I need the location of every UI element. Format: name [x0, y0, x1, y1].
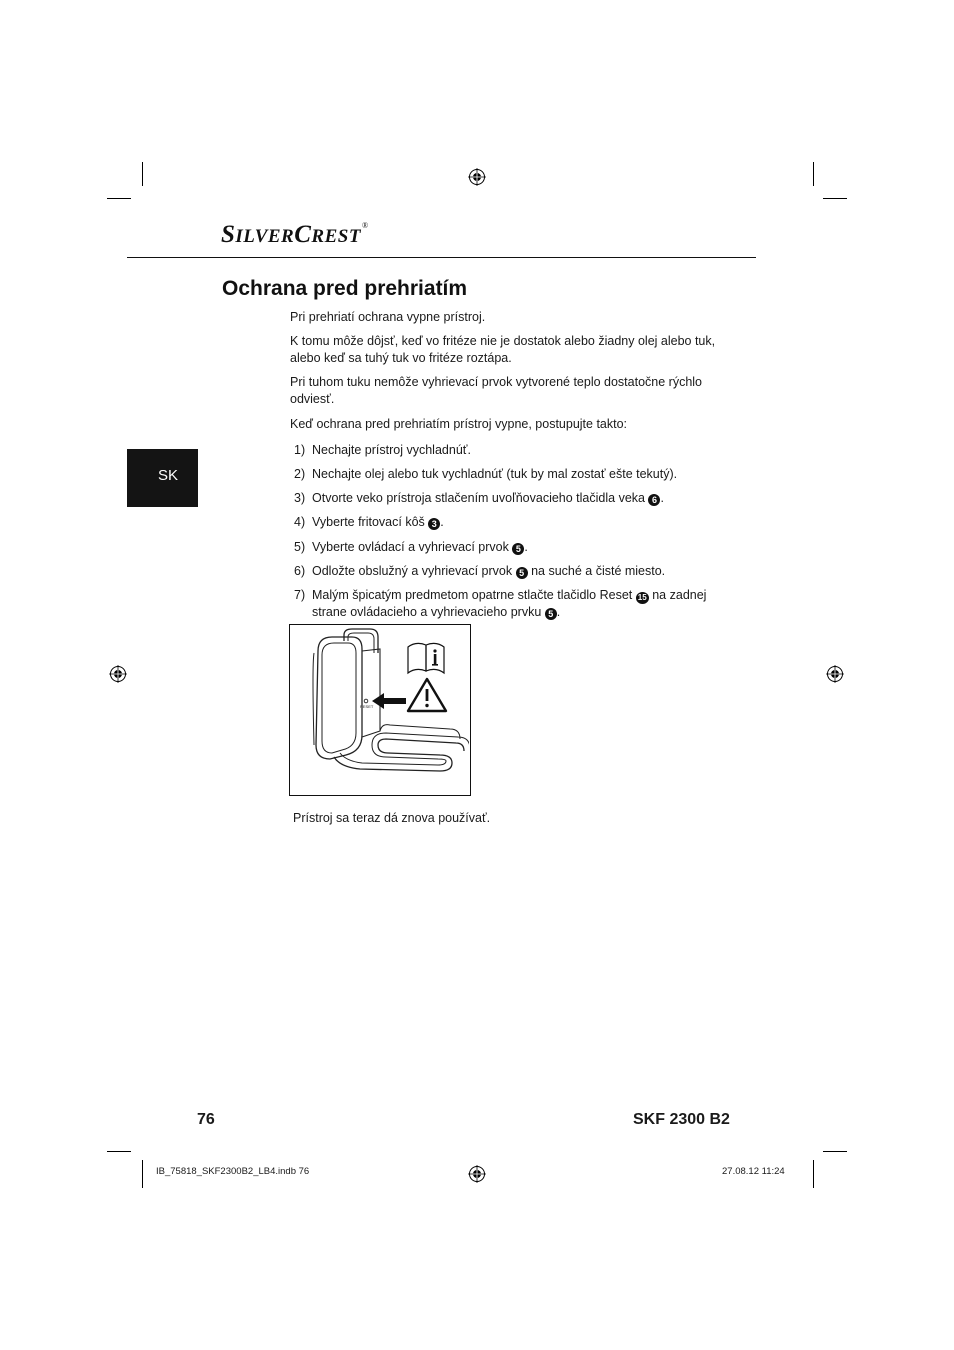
crop-mark	[823, 1151, 847, 1152]
part-reference-badge: 6	[648, 494, 660, 506]
language-tab	[127, 449, 198, 507]
print-slug-file: IB_75818_SKF2300B2_LB4.indb 76	[156, 1166, 310, 1177]
step-text: Odložte obslužný a vyhrievací prvok 5 na suché a čisté miesto.	[312, 564, 666, 578]
step-number: 3)	[294, 491, 306, 505]
part-reference-badge: 15	[636, 592, 649, 604]
part-reference-badge: 5	[545, 608, 557, 620]
illustration-reset-button	[289, 624, 471, 796]
registration-mark-icon	[468, 1165, 486, 1183]
part-reference-badge: 5	[512, 543, 524, 555]
step-text: Vyberte ovládací a vyhrievací prvok 5 .	[312, 540, 528, 554]
step-number: 6)	[294, 564, 306, 578]
page-number: 76	[197, 1111, 215, 1128]
step-text: Vyberte fritovací kôš 3 .	[312, 515, 444, 529]
registration-mark-icon	[109, 665, 127, 683]
crop-mark	[107, 198, 131, 199]
trademark-symbol: ®	[361, 221, 369, 230]
header-rule	[127, 257, 756, 258]
step-text: Nechajte olej alebo tuk vychladnúť (tuk by mal zostať ešte tekutý).	[312, 467, 678, 481]
paragraph: Keď ochrana pred prehriatím prístroj vypne, postupujte takto:	[290, 417, 628, 431]
brand-initial: S	[221, 221, 236, 248]
warning-triangle-icon	[408, 679, 446, 711]
crop-mark	[813, 162, 814, 186]
registration-mark-icon	[468, 168, 486, 186]
heating-element-drawing	[290, 625, 469, 794]
paragraph: Pri prehriatí ochrana vypne prístroj.	[290, 310, 486, 324]
model-name: SKF 2300 B2	[633, 1111, 730, 1128]
registration-mark-icon	[826, 665, 844, 683]
brand-text: REST	[311, 226, 361, 247]
step-text: Otvorte veko prístroja stlačením uvoľňovacieho tlačidla veka 6 .	[312, 491, 664, 505]
step-number: 4)	[294, 515, 306, 529]
step-number: 5)	[294, 540, 306, 554]
crop-mark	[142, 1160, 143, 1188]
step-text: Nechajte prístroj vychladnúť.	[312, 443, 471, 457]
crop-mark	[107, 1151, 131, 1152]
brand-text: ILVER	[235, 226, 295, 247]
manual-info-icon	[408, 643, 444, 673]
step-text: Malým špicatým predmetom opatrne stlačte tlačidlo Reset 15 na zadnej strane ovládacieho a vyhrievacieho prvku 5 .	[312, 588, 707, 619]
step-number: 2)	[294, 467, 306, 481]
figure-caption: Prístroj sa teraz dá znova používať.	[293, 811, 491, 825]
brand-logo	[221, 222, 369, 247]
brand-initial: C	[294, 221, 312, 248]
reset-label: RESET	[360, 704, 374, 709]
print-slug-datetime: 27.08.12 11:24	[722, 1166, 785, 1177]
step-number: 7)	[294, 588, 306, 602]
language-tab-label: SK	[158, 467, 179, 484]
crop-mark	[823, 198, 847, 199]
crop-mark	[813, 1160, 814, 1188]
paragraph: K tomu môže dôjsť, keď vo fritéze nie je dostatok alebo žiadny olej alebo tuk, alebo keď sa tuhý tuk vo fritéze roztápa.	[290, 334, 716, 365]
crop-mark	[142, 162, 143, 186]
step-number: 1)	[294, 443, 306, 457]
part-reference-badge: 5	[516, 567, 528, 579]
paragraph: Pri tuhom tuku nemôže vyhrievací prvok vytvorené teplo dostatočne rýchlo odviesť.	[290, 375, 703, 406]
section-title: Ochrana pred prehriatím	[222, 277, 468, 300]
part-reference-badge: 3	[428, 518, 440, 530]
